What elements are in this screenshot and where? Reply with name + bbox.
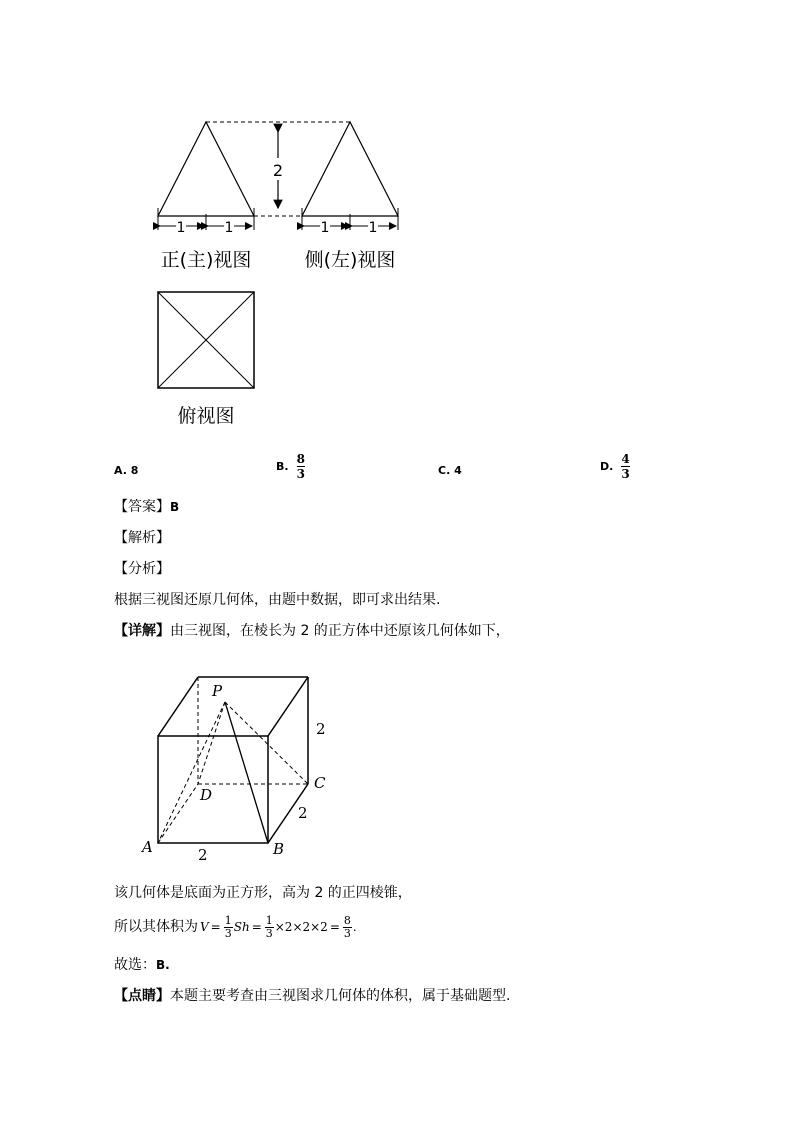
- volume-sh: Sh: [233, 920, 250, 934]
- volume-line: 所以其体积为 V = $\frac{1}{3}$ Sh = $\frac{1}{3}$ ×2×2×2 = $\frac{8}{3}$ .: [114, 913, 357, 940]
- vertex-c-label: C: [314, 774, 326, 792]
- option-b-letter: B.: [276, 460, 289, 473]
- side-dim-1: 1: [320, 220, 330, 236]
- side-view-label: 侧(左)视图: [304, 249, 396, 271]
- fenxi-line: [114, 560, 170, 578]
- option-d-letter: D.: [600, 460, 614, 473]
- volume-frac-3: $\frac{8}{3}$: [343, 913, 351, 940]
- option-d: [600, 452, 630, 481]
- jiexi-line: [114, 529, 170, 547]
- dianjing-tag: 【点睛】: [114, 988, 170, 1004]
- fenxi-text: 根据三视图还原几何体，由题中数据，即可求出结果.: [114, 592, 441, 608]
- option-d-fraction: $\frac{4}{3}$: [621, 452, 630, 481]
- front-dim-2: 1: [224, 220, 234, 236]
- height-dim-label: 2: [272, 161, 284, 180]
- answer-tag: 【答案】: [114, 499, 170, 515]
- volume-prefix: 所以其体积为: [114, 919, 198, 935]
- dianjing-line: [114, 987, 510, 1005]
- dianjing-text: 本题主要考查由三视图求几何体的体积，属于基础题型.: [170, 988, 511, 1004]
- top-view-label: 俯视图: [177, 405, 235, 427]
- volume-frac-2: $\frac{1}{3}$: [265, 913, 273, 940]
- front-view-triangle: [158, 122, 254, 216]
- edge-label-bottom: 2: [198, 846, 208, 864]
- answer-line: [114, 498, 179, 516]
- vertex-a-label: A: [142, 838, 153, 856]
- conclusion-line: 该几何体是底面为正方形，高为 2 的正四棱锥，: [114, 885, 412, 901]
- xiangjie-text: 由三视图，在棱长为 2 的正方体中还原该几何体如下，: [170, 623, 510, 639]
- vertex-p-label: P: [212, 682, 223, 700]
- answer-value: B: [170, 500, 180, 514]
- choice-value: B.: [156, 958, 170, 972]
- volume-product: ×2×2×2: [274, 920, 328, 934]
- edge-label-depth: 2: [298, 804, 308, 822]
- edge-label-vertical: 2: [316, 720, 326, 738]
- choice-line: [114, 956, 170, 974]
- option-c-value: 4: [454, 464, 462, 477]
- option-b-fraction: $\frac{8}{3}$: [296, 452, 305, 481]
- choice-text: 故选：: [114, 957, 156, 973]
- jiexi-tag: 【解析】: [114, 530, 170, 546]
- volume-frac-1: $\frac{1}{3}$: [224, 913, 232, 940]
- option-a: [114, 464, 138, 477]
- xiangjie-line: [114, 622, 510, 640]
- option-c: [438, 464, 462, 477]
- front-dim-1: 1: [176, 220, 186, 236]
- fenxi-tag: 【分析】: [114, 561, 170, 577]
- vertex-b-label: B: [273, 840, 285, 858]
- three-views-figure: [140, 110, 420, 430]
- cube-figure: [130, 672, 350, 867]
- vertex-d-label: D: [200, 786, 213, 804]
- option-b: [276, 452, 305, 481]
- option-a-value: 8: [130, 464, 139, 477]
- front-view-label: 正(主)视图: [160, 249, 252, 271]
- side-dim-2: 1: [368, 220, 378, 236]
- option-c-letter: C.: [438, 464, 451, 477]
- xiangjie-tag: 【详解】: [114, 623, 170, 639]
- side-view-triangle: [302, 122, 398, 216]
- option-a-letter: A.: [114, 464, 127, 477]
- volume-v: V: [200, 920, 209, 934]
